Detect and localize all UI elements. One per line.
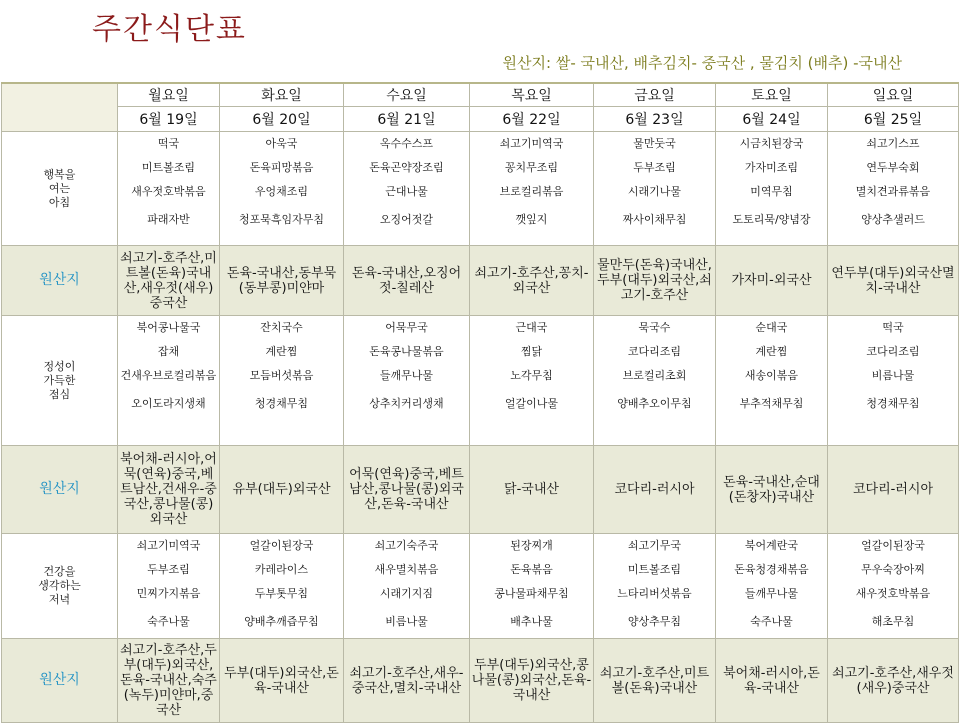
breakfast-origin-cell [594, 246, 716, 316]
dinner-origin-cell [220, 639, 344, 723]
lunch-label-line: 점심 [48, 387, 71, 401]
lunch-menu-cell [716, 316, 828, 446]
date-header: 6월 25일 [828, 107, 959, 132]
menu-item: 배추나물 [510, 615, 553, 628]
menu-item: 새우멸치볶음 [374, 563, 439, 576]
breakfast-label-line: 여는 [48, 181, 71, 195]
origin-label: 원산지 [2, 446, 118, 534]
lunch-menu-cell [118, 316, 220, 446]
menu-item: 코다리조림 [627, 345, 682, 358]
lunch-origin-cell [828, 446, 959, 534]
origin-text: 유부(대두)외국산 [232, 482, 331, 497]
menu-item: 떡국 [157, 137, 180, 150]
origin-text: 쇠고기-호주산,새우-중국산,멸치-국내산 [349, 665, 464, 696]
breakfast-menu-cell [716, 132, 828, 246]
day-header: 목요일 [470, 83, 594, 107]
dinner-menu-cell [220, 534, 344, 639]
date-header: 6월 22일 [470, 107, 594, 132]
menu-item: 비름나물 [871, 369, 915, 382]
breakfast-origin-cell [220, 246, 344, 316]
day-header: 화요일 [220, 83, 344, 107]
origin-label: 원산지 [2, 246, 118, 316]
menu-item: 해초무침 [871, 615, 915, 628]
dinner-origin-cell [594, 639, 716, 723]
menu-item: 북어계란국 [744, 539, 799, 552]
menu-item: 양배추오이무침 [617, 397, 692, 410]
date-header-row [2, 107, 959, 132]
breakfast-origin-row [2, 246, 959, 316]
day-header: 수요일 [344, 83, 470, 107]
origin-label: 원산지 [2, 639, 118, 723]
menu-item: 얼갈이나물 [504, 397, 559, 410]
menu-item: 된장찌개 [510, 539, 553, 552]
date-header: 6월 21일 [344, 107, 470, 132]
menu-item: 양상추무침 [627, 615, 682, 628]
dinner-menu-cell [344, 534, 470, 639]
menu-item: 부추적채무침 [739, 397, 804, 410]
menu-item: 어묵무국 [385, 321, 428, 334]
menu-item: 깻잎지 [515, 213, 548, 226]
menu-item: 브로컬리볶음 [499, 185, 564, 198]
breakfast-menu-cell [220, 132, 344, 246]
menu-item: 숙주나물 [750, 615, 793, 628]
origin-text: 돈육-국내산,순대(돈창자)국내산 [723, 474, 820, 505]
menu-item: 떡국 [882, 321, 904, 334]
menu-item: 청경채무침 [866, 397, 920, 410]
lunch-origin-cell [716, 446, 828, 534]
origin-text: 두부(대두)외국산,돈육-국내산 [224, 665, 339, 696]
dinner-origin-cell [470, 639, 594, 723]
menu-item: 돈육곤약장조림 [369, 161, 444, 174]
lunch-origin-cell [118, 446, 220, 534]
lunch-origin-cell [594, 446, 716, 534]
breakfast-origin-cell [470, 246, 594, 316]
origin-text: 돈육-국내산,오징어젓-칠레산 [351, 265, 462, 296]
breakfast-origin-cell [118, 246, 220, 316]
breakfast-menu-cell [828, 132, 959, 246]
menu-item: 돈육청경채볶음 [734, 563, 809, 576]
origin-text: 닭-국내산 [504, 482, 559, 497]
menu-item: 근대나물 [385, 185, 428, 198]
menu-item: 계란찜 [755, 345, 788, 358]
menu-item: 노각무침 [510, 369, 553, 382]
menu-item: 미트볼조림 [627, 563, 682, 576]
menu-item: 새우젓호박볶음 [855, 587, 931, 600]
menu-item: 새송이볶음 [744, 369, 799, 382]
origin-text: 북어채-러시아,돈육-국내산 [723, 665, 820, 696]
menu-item: 모듬버섯볶음 [249, 369, 314, 382]
weekly-menu-table [1, 82, 959, 723]
menu-item: 브로컬리초회 [622, 369, 687, 382]
origin-text: 돈육-국내산,동부묵(동부콩)미얀마 [226, 265, 337, 296]
origin-text: 두부(대두)외국산,콩나물(콩)외국산,돈육-국내산 [471, 658, 592, 703]
menu-item: 카레라이스 [254, 563, 309, 576]
menu-item: 북어콩나물국 [136, 321, 201, 334]
menu-item: 두부조림 [633, 161, 676, 174]
menu-item: 청포묵흑임자무침 [238, 213, 324, 226]
lunch-menu-cell [220, 316, 344, 446]
menu-item: 두부조림 [147, 563, 190, 576]
menu-item: 연두부숙회 [866, 161, 920, 174]
menu-item: 물만둣국 [633, 137, 676, 150]
day-header: 월요일 [118, 83, 220, 107]
dinner-menu-row [2, 534, 959, 639]
origin-text: 쇠고기-호주산,꽁치-외국산 [474, 265, 589, 296]
corner-cell [2, 83, 118, 132]
menu-item: 미트볼조림 [141, 161, 196, 174]
origin-text: 쇠고기-호주산,새우젓(새우)중국산 [832, 665, 954, 696]
day-header: 토요일 [716, 83, 828, 107]
dinner-label-line: 생각하는 [38, 579, 81, 592]
menu-item: 콩나물파채무침 [494, 587, 569, 600]
dinner-menu-cell [470, 534, 594, 639]
dinner-origin-cell [828, 639, 959, 723]
date-header: 6월 20일 [220, 107, 344, 132]
menu-item: 코다리조림 [866, 345, 920, 358]
origin-text: 어묵(연육)중국,베트남산,콩나물(콩)외국산,돈육-국내산 [349, 467, 464, 512]
menu-item: 시래기지짐 [379, 587, 434, 600]
menu-item: 얼갈이된장국 [249, 539, 314, 552]
menu-item: 들깨무나물 [744, 587, 799, 600]
lunch-origin-cell [220, 446, 344, 534]
menu-item: 양배추깨즙무침 [244, 615, 319, 628]
menu-item: 잡채 [157, 345, 180, 358]
dinner-origin-cell [118, 639, 220, 723]
day-header-row [2, 83, 959, 107]
dinner-origin-row [2, 639, 959, 723]
menu-item: 미역무침 [750, 185, 793, 198]
dinner-label-line: 건강을 [43, 565, 76, 578]
breakfast-menu-cell [344, 132, 470, 246]
lunch-label-line: 가득한 [43, 373, 76, 387]
menu-item: 돈육볶음 [510, 563, 553, 576]
breakfast-menu-row [2, 132, 959, 246]
menu-item: 쇠고기스프 [866, 137, 920, 150]
menu-item: 새우젓호박볶음 [131, 185, 206, 198]
dinner-menu-cell [118, 534, 220, 639]
origin-text: 코다리-러시아 [614, 482, 695, 497]
date-header: 6월 24일 [716, 107, 828, 132]
dinner-label-line: 저녁 [48, 593, 71, 606]
dinner-origin-cell [344, 639, 470, 723]
lunch-origin-row [2, 446, 959, 534]
breakfast-origin-cell [344, 246, 470, 316]
lunch-menu-row [2, 316, 959, 446]
dinner-menu-cell [594, 534, 716, 639]
origin-text: 물만두(돈육)국내산,두부(대두)외국산,쇠고기-호주산 [597, 258, 712, 303]
lunch-menu-cell [828, 316, 959, 446]
rice-kimchi-origin-note: 원산지: 쌀- 국내산, 배추김치- 중국산 , 물김치 (배추) -국내산 [502, 54, 902, 72]
lunch-menu-cell [470, 316, 594, 446]
breakfast-menu-cell [118, 132, 220, 246]
breakfast-label [2, 132, 118, 246]
menu-item: 돈육콩나물볶음 [369, 345, 444, 358]
origin-text: 가자미-외국산 [731, 273, 812, 288]
day-header: 일요일 [828, 83, 959, 107]
breakfast-origin-cell [828, 246, 959, 316]
menu-item: 쇠고기숙주국 [374, 539, 439, 552]
menu-item: 얼갈이된장국 [861, 539, 925, 552]
menu-item: 오이도라지생채 [131, 397, 206, 410]
menu-item: 건새우브로컬리볶음 [120, 369, 217, 382]
menu-item: 오징어젓갈 [379, 213, 434, 226]
origin-text: 쇠고기-호주산,두부(대두)외국산,돈육-국내산,숙주(녹두)미얀마,중국산 [120, 643, 217, 718]
origin-text: 코다리-러시아 [852, 482, 934, 497]
menu-item: 청경채무침 [254, 397, 309, 410]
date-header: 6월 23일 [594, 107, 716, 132]
menu-item: 파래자반 [147, 213, 190, 226]
breakfast-menu-cell [470, 132, 594, 246]
page-title: 주간식단표 [92, 12, 247, 47]
menu-item: 옥수수스프 [379, 137, 434, 150]
origin-text: 쇠고기-호주산,미트볼(돈육)국내산,새우젓(새우)중국산 [120, 250, 217, 311]
origin-text: 쇠고기-호주산,미트볼(돈육)국내산 [599, 665, 710, 696]
lunch-label-line: 정성이 [43, 359, 76, 373]
menu-item: 잔치국수 [260, 321, 303, 334]
menu-item: 무우숙장아찌 [861, 563, 925, 576]
menu-item: 꽁치무조림 [504, 161, 559, 174]
menu-item: 우엉채조림 [254, 185, 309, 198]
dinner-menu-cell [716, 534, 828, 639]
origin-text: 북어채-러시아,어묵(연육)중국,베트남산,건새우-중국산,콩나물(콩)외국산 [120, 452, 217, 527]
menu-item: 양상추샐러드 [861, 213, 925, 226]
lunch-origin-cell [470, 446, 594, 534]
menu-item: 순대국 [755, 321, 788, 334]
menu-item: 짜사이채무침 [622, 213, 687, 226]
menu-item: 아욱국 [265, 137, 298, 150]
menu-item: 시래기나물 [627, 185, 682, 198]
dinner-origin-cell [716, 639, 828, 723]
menu-item: 묵국수 [638, 321, 671, 334]
menu-item: 들깨무나물 [379, 369, 434, 382]
menu-item: 쇠고기미역국 [499, 137, 564, 150]
lunch-origin-cell [344, 446, 470, 534]
breakfast-label-line: 아침 [48, 195, 71, 209]
breakfast-label-line: 행복을 [43, 167, 76, 181]
day-header: 금요일 [594, 83, 716, 107]
menu-item: 근대국 [515, 321, 548, 334]
menu-item: 도토리묵/양념장 [732, 213, 811, 226]
breakfast-menu-cell [594, 132, 716, 246]
menu-item: 숙주나물 [147, 615, 190, 628]
menu-item: 돈육피망볶음 [249, 161, 314, 174]
date-header: 6월 19일 [118, 107, 220, 132]
menu-item: 쇠고기무국 [627, 539, 682, 552]
origin-text: 연두부(대두)외국산멸치-국내산 [831, 265, 955, 296]
menu-item: 가자미조림 [744, 161, 799, 174]
dinner-label [2, 534, 118, 639]
lunch-label [2, 316, 118, 446]
menu-item: 계란찜 [265, 345, 298, 358]
menu-item: 느타리버섯볶음 [617, 587, 692, 600]
menu-item: 시금치된장국 [739, 137, 804, 150]
lunch-menu-cell [344, 316, 470, 446]
breakfast-origin-cell [716, 246, 828, 316]
menu-item: 상추치커리생채 [369, 397, 444, 410]
menu-item: 비름나물 [385, 615, 428, 628]
dinner-menu-cell [828, 534, 959, 639]
menu-item: 멸치견과류볶음 [855, 185, 931, 198]
menu-item: 두부톳무침 [254, 587, 309, 600]
lunch-menu-cell [594, 316, 716, 446]
menu-item: 민찌가지볶음 [136, 587, 201, 600]
menu-item: 찜닭 [520, 345, 543, 358]
menu-item: 쇠고기미역국 [136, 539, 201, 552]
